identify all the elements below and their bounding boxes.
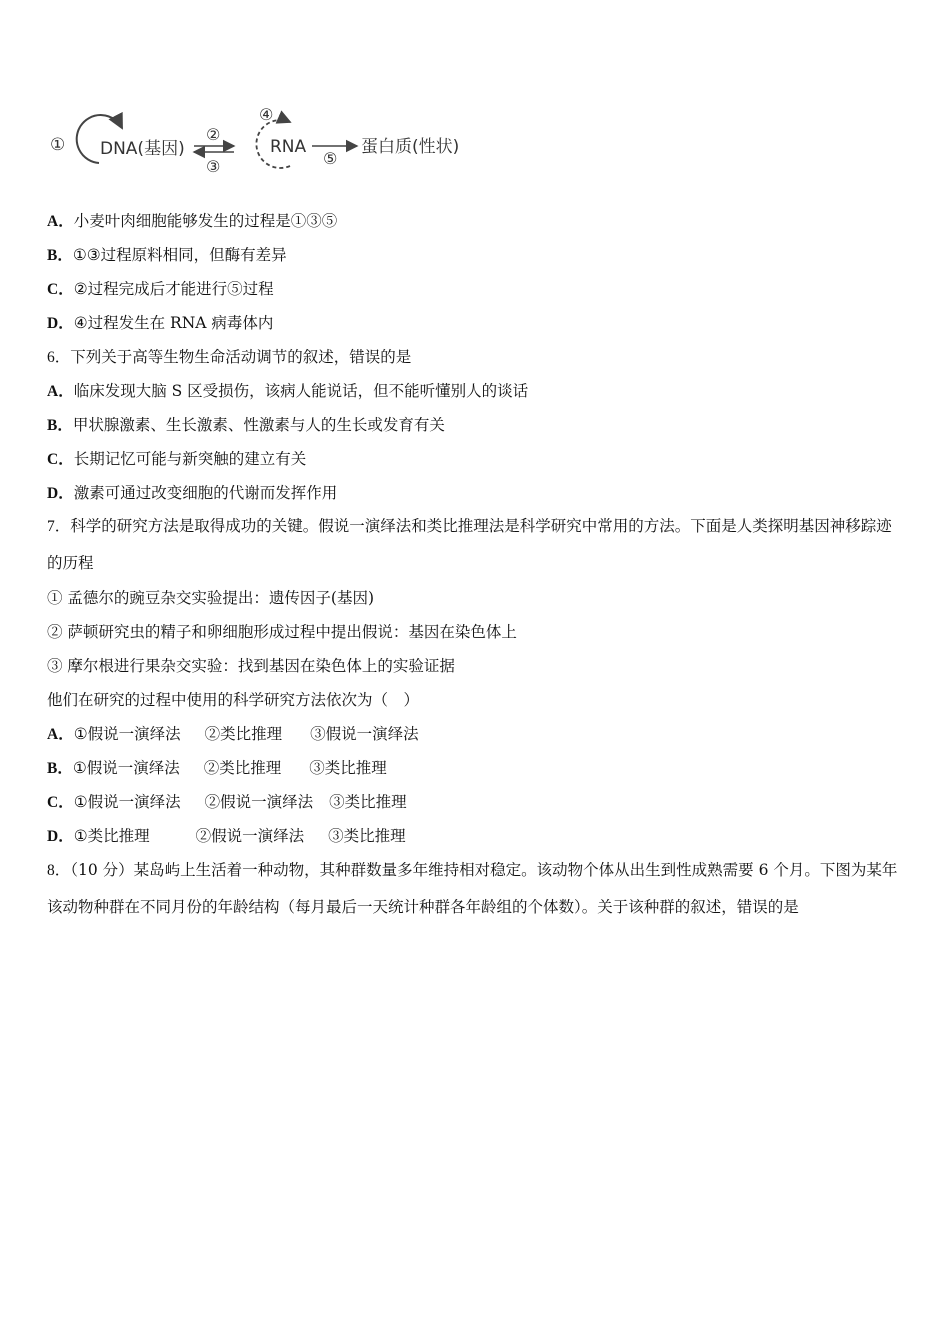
q7-item-2: ② 萨顿研究虫的精子和卵细胞形成过程中提出假说：基因在染色体上 (47, 623, 517, 641)
q7-option-b: B．①假说一演绎法 ②类比推理 ③类比推理 (47, 759, 387, 777)
label-rna: RNA (270, 137, 307, 157)
q7-item-3: ③ 摩尔根进行果杂交实验：找到基因在染色体上的实验证据 (47, 657, 455, 675)
label-circle-5: ⑤ (323, 149, 338, 168)
q7-question: 他们在研究的过程中使用的科学研究方法依次为（ ） (47, 691, 420, 709)
q5-option-d: D．④过程发生在 RNA 病毒体内 (47, 314, 274, 332)
label-circle-1: ① (50, 135, 66, 155)
q8-stem: 8．（10 分）某岛屿上生活着一种动物，其种群数量多年维持相对稳定。该动物个体从出生到性成熟需要 6 个月。下图为某年该动物种群在不同月份的年龄结构（每月最后一天统计种群各年龄组的个体数）。关于该种群的叙述，错误的是 (47, 861, 898, 916)
label-circle-2: ② (206, 125, 221, 144)
label-dna: DNA(基因) (100, 139, 185, 159)
q7-option-d: D．①类比推理 ②假说一演绎法 ③类比推理 (47, 827, 406, 845)
q5-option-a: A．小麦叶肉细胞能够发生的过程是①③⑤ (47, 212, 338, 230)
q7-option-c: C．①假说一演绎法 ②假说一演绎法 ③类比推理 (47, 793, 407, 811)
q6-option-b: B．甲状腺激素、生长激素、性激素与人的生长或发育有关 (47, 416, 445, 434)
label-circle-3: ③ (206, 157, 221, 176)
q7-option-a: A．①假说一演绎法 ②类比推理 ③假说一演绎法 (47, 725, 419, 743)
q5-option-b: B．①③过程原料相同，但酶有差异 (47, 246, 287, 264)
q6-option-d: D．激素可通过改变细胞的代谢而发挥作用 (47, 484, 338, 502)
label-protein: 蛋白质(性状) (361, 137, 460, 157)
q6-option-a: A．临床发现大脑 S 区受损伤，该病人能说话，但不能听懂别人的谈话 (47, 382, 529, 400)
q6-option-c: C．长期记忆可能与新突触的建立有关 (47, 450, 307, 468)
q6-stem: 6．下列关于高等生物生命活动调节的叙述，错误的是 (47, 348, 412, 366)
q5-option-c: C．②过程完成后才能进行⑤过程 (47, 280, 274, 298)
gene-expression-diagram (44, 100, 474, 180)
label-circle-4: ④ (259, 105, 274, 124)
q7-item-1: ① 孟德尔的豌豆杂交实验提出：遗传因子(基因) (47, 589, 375, 607)
q7-stem: 7．科学的研究方法是取得成功的关键。假说一演绎法和类比推理法是科学研究中常用的方法。下面是人类探明基因神移踪迹的历程 (47, 517, 892, 572)
